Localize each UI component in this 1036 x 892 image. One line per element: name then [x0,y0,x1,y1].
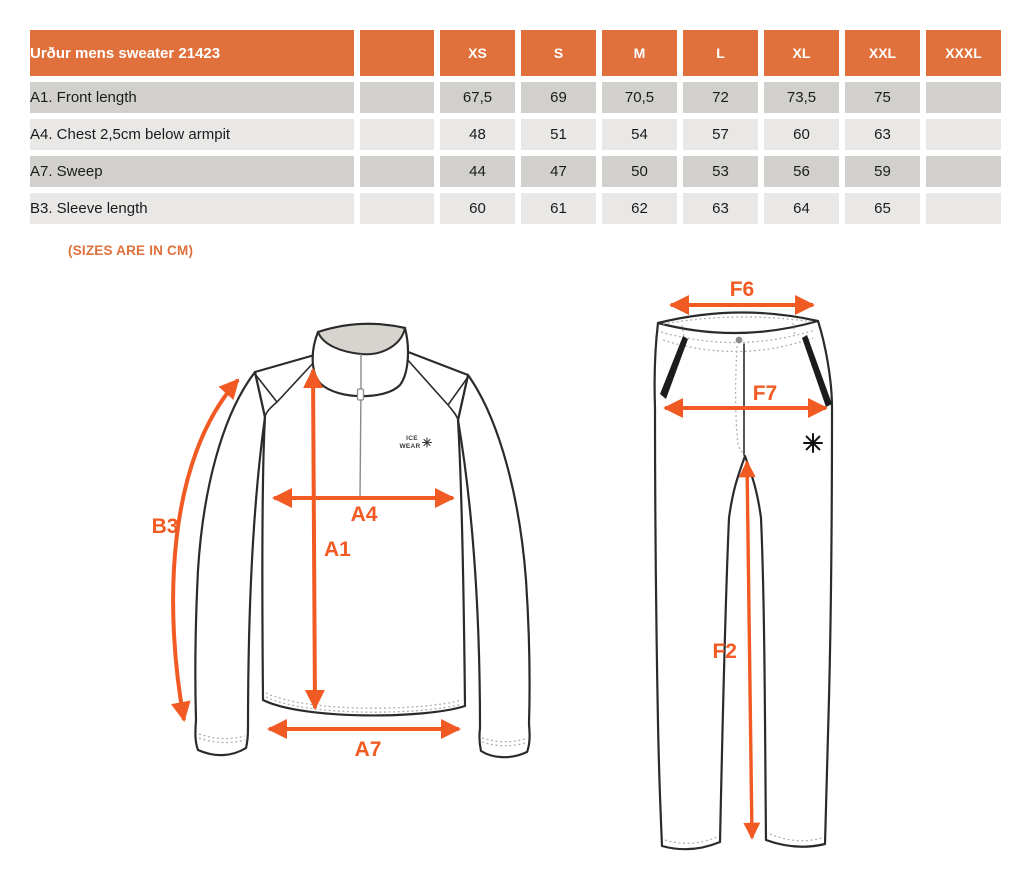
cell-value: 69 [521,82,596,113]
cell-value [926,193,1001,224]
row-label: A7. Sweep [30,156,354,187]
f2-label: F2 [712,640,737,663]
cell-value: 53 [683,156,758,187]
cell-value: 64 [764,193,839,224]
size-header-xs: XS [440,30,515,76]
f2-inseam-arrow [747,462,752,838]
cell-value: 54 [602,119,677,150]
cell-value: 50 [602,156,677,187]
row-label: B3. Sleeve length [30,193,354,224]
header-spacer-cell [360,30,434,76]
table-row [30,156,1001,187]
cell-value: 75 [845,82,920,113]
a4-label: A4 [350,503,378,526]
cell-value: 67,5 [440,82,515,113]
table-title: Urður mens sweater 21423 [30,30,354,76]
cell-value: 47 [521,156,596,187]
cell-value: 60 [764,119,839,150]
a7-label: A7 [354,738,382,761]
cell-value: 48 [440,119,515,150]
row-spacer-cell [360,156,434,187]
sweater-diagram [140,290,580,780]
row-spacer-cell [360,82,434,113]
cell-value: 65 [845,193,920,224]
b3-label: B3 [151,515,179,538]
cell-value: 59 [845,156,920,187]
cell-value: 73,5 [764,82,839,113]
table-row [30,193,1001,224]
cell-value: 72 [683,82,758,113]
a1-label: A1 [324,538,351,561]
size-table [24,24,1007,230]
size-header-xxxl: XXXL [926,30,1001,76]
table-row [30,119,1001,150]
cell-value: 61 [521,193,596,224]
cell-value: 56 [764,156,839,187]
cell-value: 70,5 [602,82,677,113]
cell-value: 60 [440,193,515,224]
table-row [30,82,1001,113]
f6-label: F6 [729,278,755,301]
size-header-xl: XL [764,30,839,76]
size-header-s: S [521,30,596,76]
size-header-xxl: XXL [845,30,920,76]
pants-diagram [625,278,895,878]
cell-value: 57 [683,119,758,150]
table-header-row [30,30,1001,76]
logo-text-ice: ICE [406,435,418,442]
cell-value: 63 [683,193,758,224]
logo-text-wear: WEAR [399,443,421,450]
cell-value [926,156,1001,187]
cell-value: 62 [602,193,677,224]
row-spacer-cell [360,119,434,150]
row-label: A4. Chest 2,5cm below armpit [30,119,354,150]
sweater-right-sleeve [458,375,530,757]
row-label: A1. Front length [30,82,354,113]
logo-snowflake-icon [423,438,432,447]
sizes-unit-note: (SIZES ARE IN CM) [68,243,194,258]
pants-snowflake-icon [804,434,822,452]
waist-button [736,337,743,344]
a1-front-length-arrow [313,370,315,708]
cell-value: 44 [440,156,515,187]
cell-value: 51 [521,119,596,150]
cell-value [926,82,1001,113]
zipper-pull [358,389,364,400]
cell-value [926,119,1001,150]
cell-value: 63 [845,119,920,150]
row-spacer-cell [360,193,434,224]
f7-label: F7 [752,382,778,405]
size-header-m: M [602,30,677,76]
size-header-l: L [683,30,758,76]
